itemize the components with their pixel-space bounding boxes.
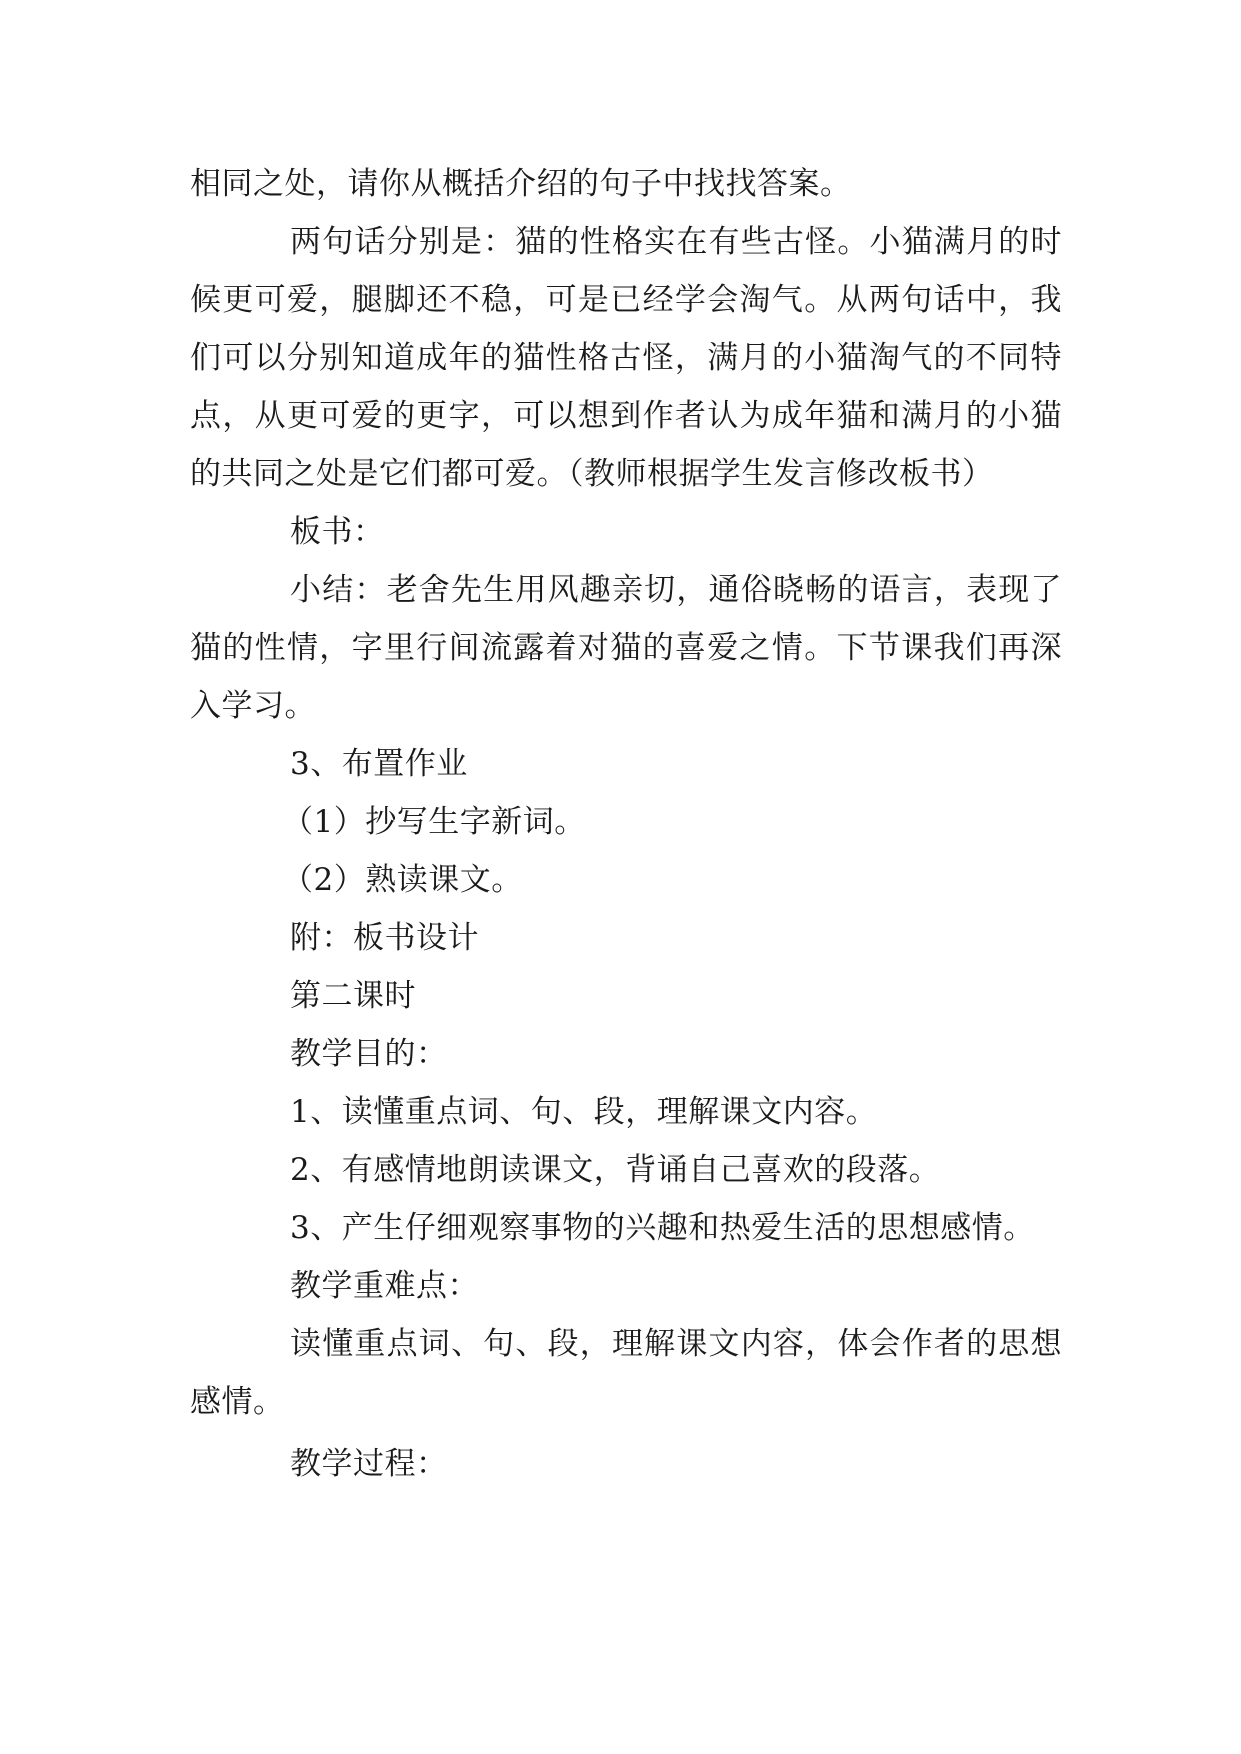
paragraph-homework-item-2: （2）熟读课文。 (282, 862, 523, 898)
paragraph-homework-heading: 3、布置作业 (290, 746, 468, 782)
paragraph-goal-2: 2、有感情地朗读课文，背诵自己喜欢的段落。 (290, 1152, 941, 1188)
paragraph-key-difficulties: 读懂重点词、句、段，理解课文内容，体会作者的思想感情。 (190, 1326, 1062, 1420)
paragraph-two-sentences: 两句话分别是：猫的性格实在有些古怪。小猫满月的时候更可爱，腿脚还不稳，可是已经学会淘气。从两句话中，我们可以分别知道成年的猫性格古怪，满月的小猫淘气的不同特点，从更可爱的更字，可以想到作者认为成年猫和满月的小猫的共同之处是它们都可爱。（教师根据学生发言修改板书） (190, 224, 1062, 492)
paragraph-second-lesson: 第二课时 (290, 978, 416, 1014)
paragraph-teaching-goals-heading: 教学目的： (290, 1036, 448, 1072)
document-body (190, 155, 1062, 1493)
paragraph-homework-item-1: （1）抄写生字新词。 (282, 804, 586, 840)
paragraph-goal-3: 3、产生仔细观察事物的兴趣和热爱生活的思想感情。 (290, 1210, 1035, 1246)
paragraph-board-design: 附：板书设计 (290, 920, 479, 956)
paragraph-board-writing: 板书： (290, 514, 385, 550)
paragraph-goal-1: 1、读懂重点词、句、段，理解课文内容。 (290, 1094, 878, 1130)
paragraph-intro-continuation: 相同之处，请你从概括介绍的句子中找找答案。 (190, 166, 852, 202)
paragraph-teaching-process-heading: 教学过程： (290, 1446, 448, 1482)
paragraph-key-difficulties-heading: 教学重难点： (290, 1268, 479, 1304)
paragraph-summary: 小结：老舍先生用风趣亲切，通俗晓畅的语言，表现了猫的性情，字里行间流露着对猫的喜爱之情。下节课我们再深入学习。 (190, 572, 1062, 724)
